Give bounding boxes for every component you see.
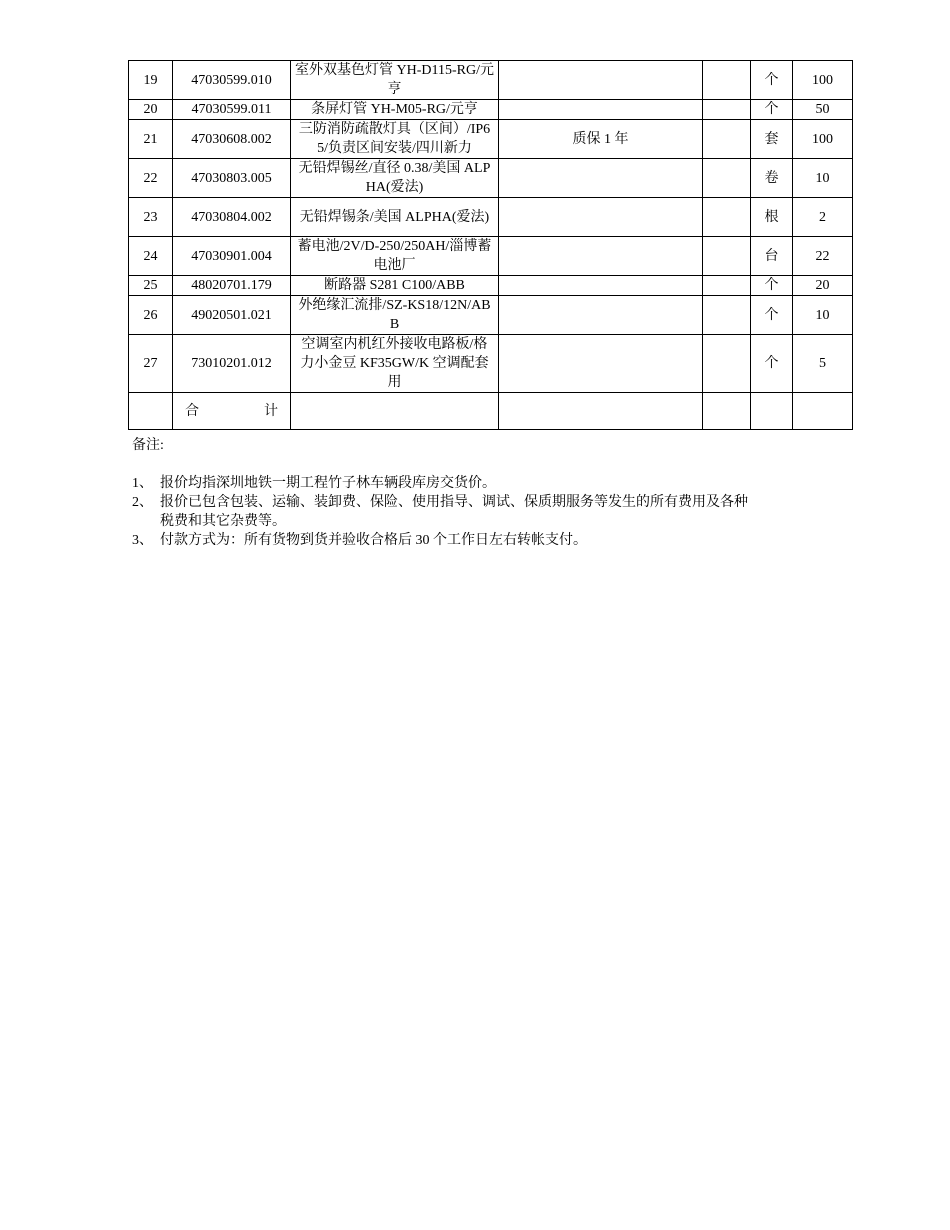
item-spec [499, 100, 703, 120]
table-row [129, 61, 853, 100]
note-item [132, 531, 772, 550]
items-table-body [129, 61, 853, 430]
total-blank-qty [793, 393, 853, 430]
total-char-2: 计 [264, 403, 278, 419]
item-quantity: 50 [793, 100, 853, 120]
row-number: 19 [129, 61, 173, 100]
item-unit: 个 [751, 276, 793, 296]
item-unit: 套 [751, 120, 793, 159]
row-number: 26 [129, 296, 173, 335]
item-quantity: 100 [793, 61, 853, 100]
item-blank [703, 159, 751, 198]
item-unit: 台 [751, 237, 793, 276]
item-name: 断路器 S281 C100/ABB [291, 276, 499, 296]
item-code: 47030608.002 [173, 120, 291, 159]
total-blank-name [291, 393, 499, 430]
item-unit: 卷 [751, 159, 793, 198]
item-blank [703, 296, 751, 335]
item-quantity: 10 [793, 159, 853, 198]
row-number: 25 [129, 276, 173, 296]
item-quantity: 10 [793, 296, 853, 335]
item-quantity: 100 [793, 120, 853, 159]
item-quantity: 5 [793, 335, 853, 393]
table-row [129, 276, 853, 296]
item-blank [703, 100, 751, 120]
item-spec [499, 237, 703, 276]
row-number: 24 [129, 237, 173, 276]
note-text: 付款方式为：所有货物到货并验收合格后 30 个工作日左右转帐支付。 [160, 533, 587, 548]
item-spec: 质保 1 年 [499, 120, 703, 159]
total-blank-spec [499, 393, 703, 430]
item-quantity: 2 [793, 198, 853, 237]
total-char-1: 合 [185, 403, 199, 419]
note-item [132, 493, 772, 531]
total-blank-col5 [703, 393, 751, 430]
item-blank [703, 120, 751, 159]
item-code: 47030803.005 [173, 159, 291, 198]
table-row [129, 120, 853, 159]
row-number: 23 [129, 198, 173, 237]
items-table [128, 60, 853, 430]
item-unit: 个 [751, 335, 793, 393]
item-unit: 个 [751, 100, 793, 120]
row-number: 27 [129, 335, 173, 393]
table-row [129, 296, 853, 335]
item-spec [499, 335, 703, 393]
item-unit: 个 [751, 296, 793, 335]
note-number: 2、 [132, 495, 153, 510]
table-row [129, 335, 853, 393]
item-unit: 个 [751, 61, 793, 100]
table-row [129, 198, 853, 237]
item-quantity: 20 [793, 276, 853, 296]
item-name: 三防消防疏散灯具（区间）/IP65/负责区间安装/四川新力 [291, 120, 499, 159]
item-code: 47030599.011 [173, 100, 291, 120]
item-spec [499, 61, 703, 100]
item-code: 49020501.021 [173, 296, 291, 335]
note-number: 3、 [132, 533, 153, 548]
total-blank-unit [751, 393, 793, 430]
item-code: 48020701.179 [173, 276, 291, 296]
note-item [132, 474, 772, 493]
item-name: 无铅焊锡丝/直径 0.38/美国 ALPHA(爱法) [291, 159, 499, 198]
item-code: 47030804.002 [173, 198, 291, 237]
item-blank [703, 335, 751, 393]
note-text: 报价均指深圳地铁一期工程竹子林车辆段库房交货价。 [160, 476, 496, 491]
item-blank [703, 61, 751, 100]
item-name: 空调室内机红外接收电路板/格力小金豆 KF35GW/K 空调配套用 [291, 335, 499, 393]
item-code: 73010201.012 [173, 335, 291, 393]
row-number: 20 [129, 100, 173, 120]
note-text: 报价已包含包装、运输、装卸费、保险、使用指导、调试、保质期服务等发生的所有费用及各种税费和其它杂费等。 [160, 495, 748, 529]
item-name: 条屏灯管 YH-M05-RG/元亨 [291, 100, 499, 120]
item-blank [703, 276, 751, 296]
row-number: 22 [129, 159, 173, 198]
item-quantity: 22 [793, 237, 853, 276]
item-code: 47030599.010 [173, 61, 291, 100]
total-row [129, 393, 853, 430]
item-name: 无铅焊锡条/美国 ALPHA(爱法) [291, 198, 499, 237]
item-blank [703, 198, 751, 237]
item-name: 蓄电池/2V/D-250/250AH/淄博蓄电池厂 [291, 237, 499, 276]
table-row [129, 237, 853, 276]
item-code: 47030901.004 [173, 237, 291, 276]
item-name: 外绝缘汇流排/SZ-KS18/12N/ABB [291, 296, 499, 335]
item-unit: 根 [751, 198, 793, 237]
notes-section [132, 436, 772, 550]
row-number: 21 [129, 120, 173, 159]
total-label [173, 393, 291, 430]
item-spec [499, 198, 703, 237]
item-blank [703, 237, 751, 276]
table-row [129, 159, 853, 198]
note-number: 1、 [132, 476, 153, 491]
table-row [129, 100, 853, 120]
item-spec [499, 276, 703, 296]
total-blank-no [129, 393, 173, 430]
item-spec [499, 296, 703, 335]
item-name: 室外双基色灯管 YH-D115-RG/元亨 [291, 61, 499, 100]
notes-title: 备注: [132, 438, 164, 453]
item-spec [499, 159, 703, 198]
